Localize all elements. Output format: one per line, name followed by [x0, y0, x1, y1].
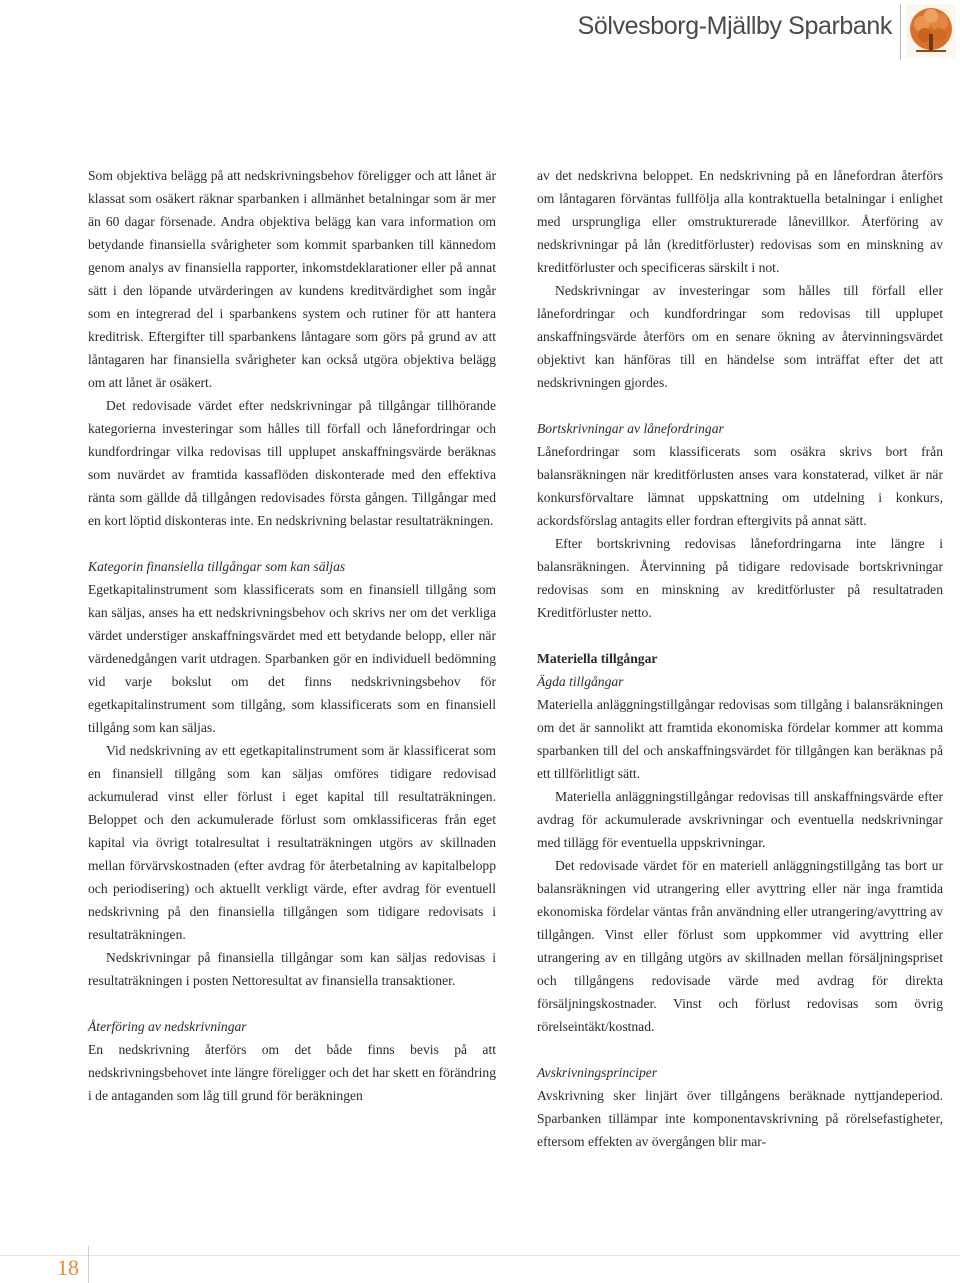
- body-paragraph: Avskrivning sker linjärt över tillgångens beräknade nyttjandeperiod. Sparbanken tillämpar inte komponentavskrivning på rörelsefastigheter, eftersom effekten av övergången blir mar-: [537, 1088, 943, 1149]
- paragraph-gap: [537, 624, 943, 647]
- bank-name: Sölvesborg-Mjällby Sparbank: [577, 12, 892, 40]
- section-heading-italic: Avskrivningsprinciper: [537, 1065, 658, 1080]
- footer-rule: [0, 1255, 960, 1256]
- body-paragraph: Materiella anläggningstillgångar redovisas till anskaffningsvärde efter avdrag för ackumulerade avskrivningar och eventuella nedskrivningar med tillägg för eventuella uppskrivningar.: [537, 789, 943, 850]
- body-paragraph: Nedskrivningar av investeringar som hålles till förfall eller lånefordringar och kundfordringar som redovisas till upplupet anskaffningsvärde återförs om en senare ökning av återvinningsvärdet objektivt kan hänföras till en händelse som inträffat efter det att nedskrivningen gjordes.: [537, 283, 943, 390]
- body-paragraph: Det redovisade värdet efter nedskrivningar på tillgångar tillhörande kategorierna investeringar som hålles till förfall och lånefordringar och kundfordringar vilka redovisas till upplupet anskaffningsvärde beräknas som nuvärdet av framtida kassaflöden diskonterade med den effektiva ränta som gällde då tillgången redovisades första gången. Tillgångar med en kort löptid diskonteras inte. En nedskrivning belastar resultaträkningen.: [88, 398, 496, 528]
- body-paragraph: Det redovisade värdet för en materiell anläggningstillgång tas bort ur balansräkningen vid utrangering eller avyttring eller när inga framtida ekonomiska fördelar väntas från användning eller utrangering/avyttring av tillgången. Vinst eller förlust som uppkommer vid avyttring eller utrangering av en tillgång utgörs av skillnaden mellan försäljningspriset och tillgångens redovisade värde med avdrag för direkta försäljningskostnader. Vinst och förlust redovisas som övrig rörelseintäkt/kostnad.: [537, 858, 943, 1034]
- left-text-column: [88, 164, 496, 1107]
- body-paragraph: Som objektiva belägg på att nedskrivningsbehov föreligger och att lånet är klassat som osäkert räknar sparbanken i allmänhet betalningar som är mer än 60 dagar försenade. Andra objektiva belägg kan vara information om betydande finansiella svårigheter som kommit sparbanken till kännedom genom analys av finansiella rapporter, inkomstdeklarationer eller på annat sätt i den löpande utvärderingen av kundens kreditvärdighet som ingår som en integrerad del i sparbankens system och rutiner för att hantera kreditrisk. Eftergifter till sparbankens låntagare som görs på grund av att låntagaren har finansiella svårigheter kan också utgöra objektiva belägg om att lånet är osäkert.: [88, 168, 496, 390]
- paragraph-gap: [537, 1038, 943, 1061]
- section-heading-bold: Materiella tillgångar: [537, 651, 658, 666]
- body-paragraph: En nedskrivning återförs om det både finns bevis på att nedskrivningsbehovet inte längre föreligger och det har skett en förändring i de antaganden som låg till grund för beräkningen: [88, 1042, 496, 1103]
- body-paragraph: Vid nedskrivning av ett egetkapitalinstrument som är klassificerat som en finansiell tillgång som kan säljas omföres tidigare redovisad ackumulerad vinst eller förlust i eget kapital till resultaträkningen. Beloppet och den ackumulerade förlust som omklassificeras från eget kapital via övrigt totalresultat i resultaträkningen utgörs av skillnaden mellan förvärvskostnaden (efter avdrag för återbetalning av kapitalbelopp och periodisering) och aktuellt verkligt värde, efter avdrag för eventuell nedskrivning på den finansiella tillgången som tidigare redovisats i resultaträkningen.: [88, 743, 496, 942]
- right-text-column: [537, 164, 943, 1153]
- logo-divider: [900, 4, 901, 60]
- section-heading-italic: Kategorin finansiella tillgångar som kan säljas: [88, 559, 346, 574]
- paragraph-gap: [88, 992, 496, 1015]
- paragraph-gap: [88, 532, 496, 555]
- body-paragraph: Nedskrivningar på finansiella tillgångar som kan säljas redovisas i resultaträkningen i posten Nettoresultat av finansiella transaktioner.: [88, 950, 496, 988]
- body-paragraph: av det nedskrivna beloppet. En nedskrivning på en lånefordran återförs om låntagaren förväntas fullfölja alla kontraktuella betalningar i enlighet med ursprungliga eller omstrukturerade lånevillkor. Återföring av nedskrivningar på lån (kreditförluster) redovisas som en minskning av kreditförluster och specificeras särskilt i not.: [537, 168, 943, 275]
- section-heading-italic: Återföring av nedskrivningar: [88, 1019, 247, 1034]
- body-paragraph: Egetkapitalinstrument som klassificerats som en finansiell tillgång som kan säljas, anses ha ett nedskrivningsbehov och skrivs ner om det verkliga värdet understiger anskaffningsvärdet med ett betydande belopp, eller när värdenedgången varit utdragen. Sparbanken gör en individuell bedömning vid varje bokslut om det finns nedskrivningsbehov för egetkapitalinstrument som tillgång, som klassificerats som en finansiell tillgång som kan säljas.: [88, 582, 496, 735]
- body-paragraph: Efter bortskrivning redovisas lånefordringarna inte längre i balansräkningen. Återvinning på tidigare redovisade bortskrivningar redovisas som en minskning av kreditförluster på resultatraden Kreditförluster netto.: [537, 536, 943, 620]
- body-paragraph: Lånefordringar som klassificerats som osäkra skrivs bort från balansräkningen när kreditförlusten anses vara konstaterad, vilket är när konkursförvaltare lämnat uppskattning om utdelning i konkurs, ackordsförslag antagits eller fordran eftergivits på annat sätt.: [537, 444, 943, 528]
- section-heading-italic: Ägda tillgångar: [537, 674, 624, 689]
- section-heading-italic: Bortskrivningar av lånefordringar: [537, 421, 724, 436]
- paragraph-gap: [537, 394, 943, 417]
- page-header: [0, 0, 960, 62]
- body-paragraph: Materiella anläggningstillgångar redovisas som tillgång i balansräkningen om det är sannolikt att framtida ekonomiska fördelar kommer att komma sparbanken till del och anskaffningsvärdet för tillgången kan beräknas på ett tillförlitligt sätt.: [537, 697, 943, 781]
- tree-logo-icon: [906, 4, 956, 58]
- page-number: 18: [57, 1255, 79, 1280]
